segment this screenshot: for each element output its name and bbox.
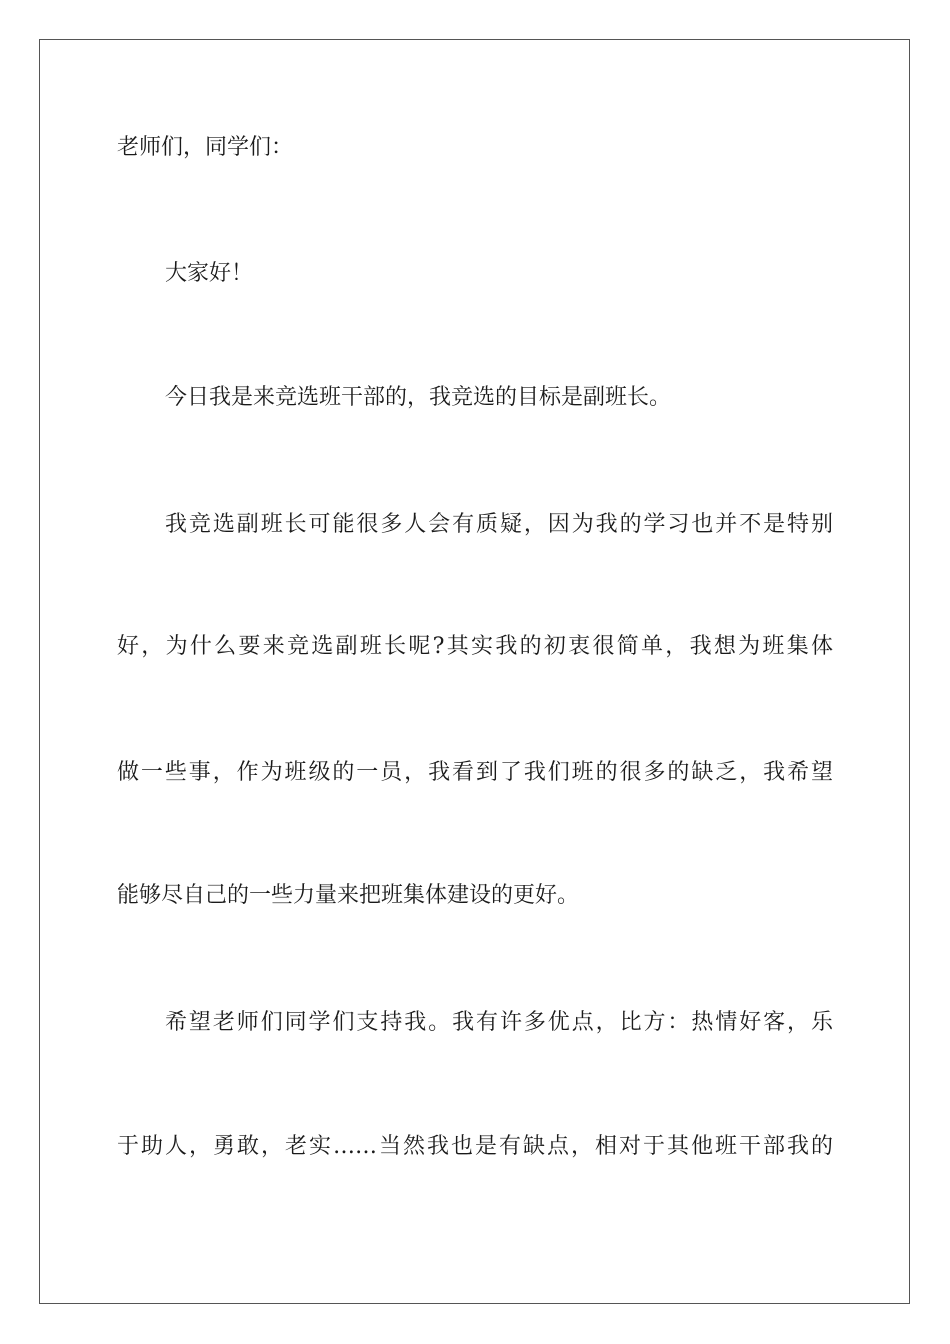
paragraph-line: 做一些事，作为班级的一员，我看到了我们班的很多的缺乏，我希望 <box>117 760 833 785</box>
page-border <box>39 39 910 1304</box>
salutation-line: 老师们，同学们： <box>117 135 294 160</box>
paragraph-line: 好，为什么要来竞选副班长呢?其实我的初衷很简单，我想为班集体 <box>117 634 833 659</box>
paragraph-line: 我竞选副班长可能很多人会有质疑，因为我的学习也并不是特别 <box>165 512 833 537</box>
paragraph-line: 于助人，勇敢，老实……当然我也是有缺点，相对于其他班干部我的 <box>117 1134 833 1159</box>
paragraph-line: 能够尽自己的一些力量来把班集体建设的更好。 <box>117 883 580 908</box>
paragraph-line: 今日我是来竞选班干部的，我竞选的目标是副班长。 <box>165 385 672 410</box>
paragraph-line: 希望老师们同学们支持我。我有许多优点，比方：热情好客，乐 <box>165 1010 833 1035</box>
greeting-line: 大家好！ <box>165 261 254 286</box>
